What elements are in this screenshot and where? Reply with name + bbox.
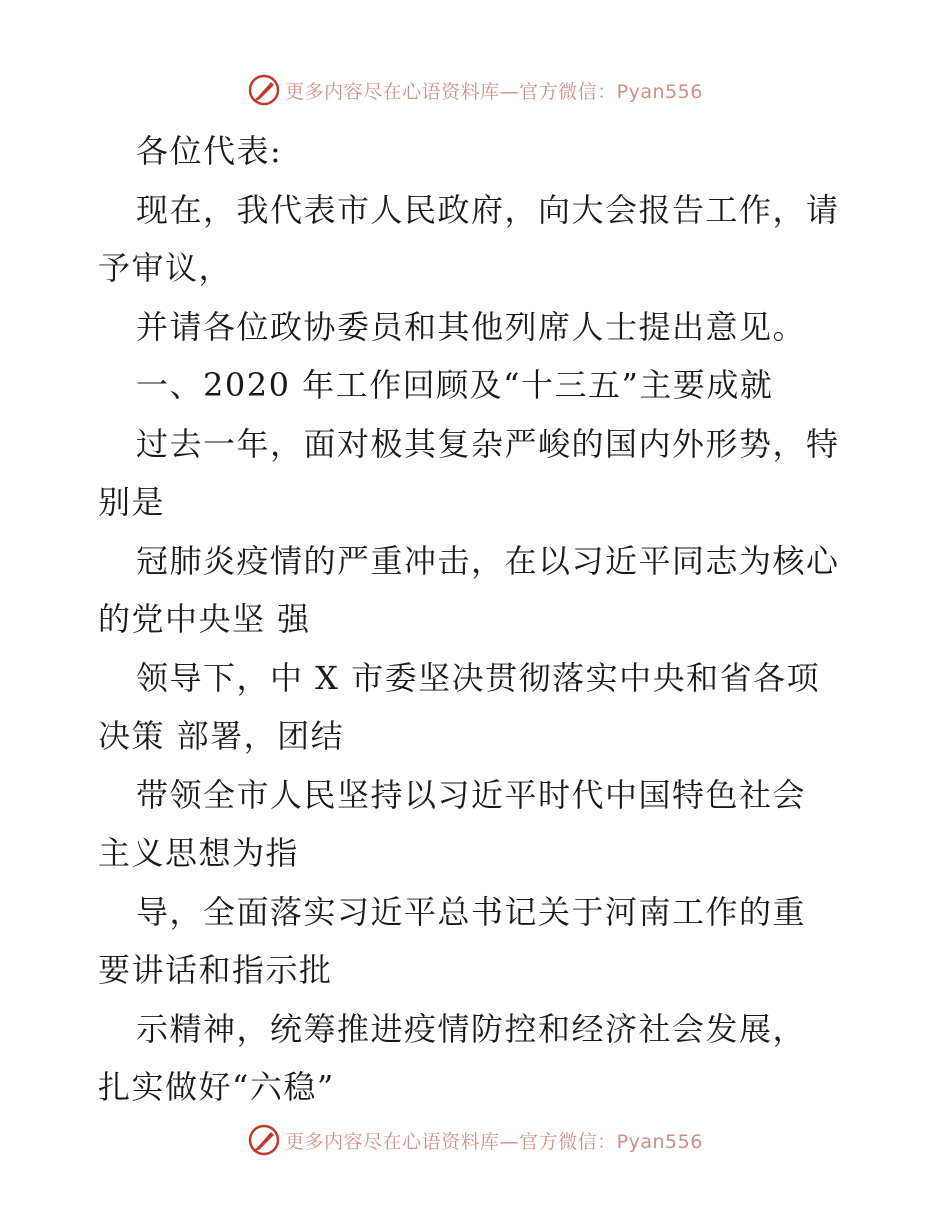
paragraph-line: 别是	[98, 483, 166, 521]
paragraph-line: 的党中央坚 强	[98, 600, 311, 638]
paragraph-line: 现在，我代表市人民政府，向大会报告工作，请	[136, 190, 840, 229]
watermark-text-bottom: 更多内容尽在心语资料库—官方微信：Pyan556	[285, 1130, 703, 1153]
paragraph-line: 予审议，	[98, 249, 233, 287]
paragraph-line: 要讲话和指示批	[98, 951, 333, 989]
watermark-text-top: 更多内容尽在心语资料库—官方微信：Pyan556	[285, 80, 703, 103]
quill-logo-icon	[247, 1123, 281, 1157]
watermark-banner-top	[0, 70, 950, 110]
paragraph-line: 决策 部署，团结	[98, 717, 345, 755]
watermark-banner-bottom	[0, 1120, 950, 1160]
paragraph-line: 主义思想为指	[98, 834, 300, 872]
paragraph-line: 一、2020 年工作回顾及“十三五”主要成就	[136, 366, 774, 404]
paragraph-line: 并请各位政协委员和其他列席人士提出意见。	[136, 307, 807, 346]
document-body	[98, 122, 868, 1117]
paragraph-line: 导，全面落实习近平总书记关于河南工作的重	[136, 892, 807, 931]
paragraph-line: 各位代表:	[136, 132, 283, 170]
paragraph-line: 示精神，统筹推进疫情防控和经济社会发展，	[136, 1009, 807, 1048]
paragraph-line: 扎实做好“六稳”	[98, 1068, 335, 1106]
paragraph-line: 过去一年，面对极其复杂严峻的国内外形势，特	[136, 424, 840, 463]
paragraph-line: 带领全市人民坚持以习近平时代中国特色社会	[136, 775, 807, 814]
paragraph-line: 冠肺炎疫情的严重冲击，在以习近平同志为核心	[136, 541, 840, 580]
paragraph-line: 领导下，中 X 市委坚决贯彻落实中央和省各项	[136, 658, 821, 697]
quill-logo-icon	[247, 73, 281, 107]
